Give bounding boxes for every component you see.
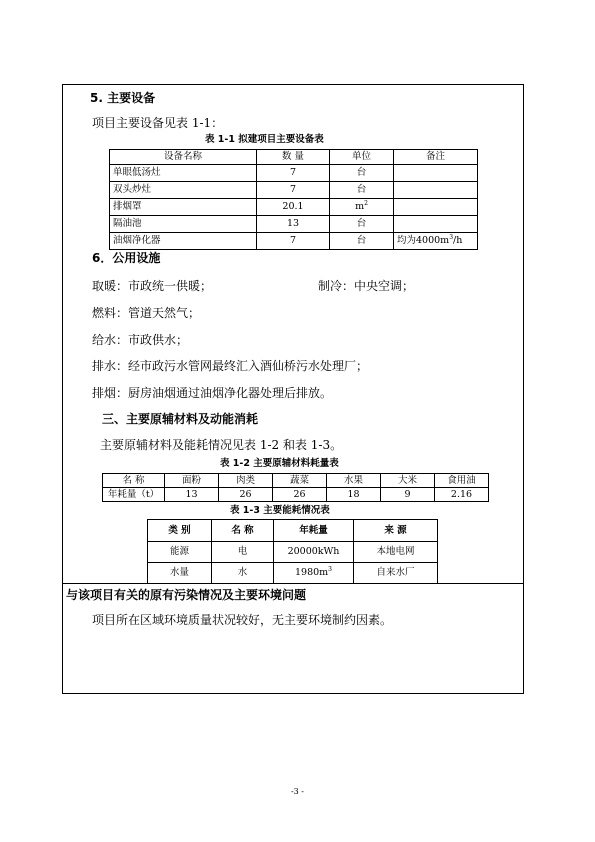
table-row: [110, 182, 478, 199]
water-amount-text: 1980m: [294, 567, 329, 579]
table-cell: 电: [212, 542, 274, 563]
pollution-section-title: 与该项目有关的原有污染情况及主要环境问题: [66, 588, 307, 602]
table-header-row: [148, 520, 438, 542]
table-cell: 7: [257, 233, 330, 250]
table-cell: 自来水厂: [354, 563, 438, 584]
note-text-after: /h: [453, 235, 463, 247]
table-row: [110, 233, 478, 250]
header-cell: 单位: [330, 150, 394, 165]
table-cell: 油烟净化器: [110, 233, 257, 250]
table-cell: 台: [330, 182, 394, 199]
table-row: [103, 488, 489, 502]
unit-superscript: 2: [364, 200, 368, 208]
table-cell: [394, 165, 478, 182]
table-cell: 本地电网: [354, 542, 438, 563]
header-cell: 数 量: [257, 150, 330, 165]
header-cell: 食用油: [435, 474, 489, 488]
section5-intro: 项目主要设备见表 1-1：: [92, 116, 224, 130]
heating-text: 取暖：市政统一供暖；: [92, 279, 213, 293]
header-cell: 名 称: [212, 520, 274, 542]
unit-text: m: [355, 201, 365, 213]
drainage-text: 排水：经市政污水管网最终汇入酒仙桥污水处理厂；: [92, 359, 369, 373]
section5-title: 5. 主要设备: [90, 91, 156, 105]
header-cell: 备注: [394, 150, 478, 165]
header-cell: 年耗量: [274, 520, 354, 542]
table-cell: [394, 233, 478, 250]
table-cell: 隔油池: [110, 216, 257, 233]
water-supply-text: 给水：市政供水；: [92, 333, 189, 347]
table-cell: 26: [219, 488, 273, 502]
table-cell: 台: [330, 216, 394, 233]
header-cell: 设备名称: [110, 150, 257, 165]
table-cell: 13: [257, 216, 330, 233]
table-cell: 台: [330, 233, 394, 250]
table-cell: 台: [330, 165, 394, 182]
table-header-row: [110, 150, 478, 165]
pollution-text: 项目所在区域环境质量状况较好，无主要环境制约因素。: [92, 613, 393, 627]
header-cell: 面粉: [165, 474, 219, 488]
table-cell: 18: [327, 488, 381, 502]
table-cell: 单眼低汤灶: [110, 165, 257, 182]
table-cell: [394, 182, 478, 199]
cooling-text: 制冷：中央空调；: [318, 279, 415, 293]
section6-title: 6．公用设施: [92, 251, 161, 265]
table-cell: 2.16: [435, 488, 489, 502]
header-cell: 大米: [381, 474, 435, 488]
table-row: [148, 563, 438, 584]
table-cell: 水量: [148, 563, 212, 584]
header-cell: 类 别: [148, 520, 212, 542]
equipment-table: [109, 149, 478, 250]
header-cell: 水果: [327, 474, 381, 488]
table-cell: 9: [381, 488, 435, 502]
table-header-row: [103, 474, 489, 488]
table3-caption: 表 1-3 主要能耗情况表: [230, 505, 330, 516]
table-cell: [394, 216, 478, 233]
fuel-text: 燃料：管道天然气；: [92, 306, 201, 320]
header-cell: 名 称: [103, 474, 165, 488]
table-row: [110, 216, 478, 233]
table-row: [110, 199, 478, 216]
materials-table: [102, 473, 489, 502]
table-cell: 7: [257, 182, 330, 199]
table-cell: 双头炒灶: [110, 182, 257, 199]
table-cell: 20000kWh: [274, 542, 354, 563]
note-superscript: 3: [449, 234, 454, 242]
table-cell: 年耗量（t）: [103, 488, 165, 502]
table-cell: 26: [273, 488, 327, 502]
energy-table: [147, 519, 438, 584]
table-cell: 水: [212, 563, 274, 584]
table-cell: [394, 199, 478, 216]
table-cell: [274, 563, 354, 584]
header-cell: 来 源: [354, 520, 438, 542]
materials-intro: 主要原辅材料及能耗情况见表 1-2 和表 1-3。: [100, 438, 343, 452]
table-cell: 排烟罩: [110, 199, 257, 216]
table-cell: [330, 199, 394, 216]
header-cell: 肉类: [219, 474, 273, 488]
table-cell: 7: [257, 165, 330, 182]
table-cell: 13: [165, 488, 219, 502]
materials-section-title: 三、主要原辅材料及动能消耗: [102, 412, 259, 426]
note-text-before: 均为4000m: [397, 235, 450, 247]
table-row: [148, 542, 438, 563]
water-unit-superscript: 3: [328, 566, 332, 574]
table-row: [110, 165, 478, 182]
note-text: [397, 235, 462, 246]
table-cell: 能源: [148, 542, 212, 563]
table-cell: 20.1: [257, 199, 330, 216]
table1-caption: 表 1-1 拟建项目主要设备表: [205, 134, 324, 145]
table2-caption: 表 1-2 主要原辅材料耗量表: [220, 458, 339, 469]
header-cell: 蔬菜: [273, 474, 327, 488]
exhaust-text: 排烟：厨房油烟通过油烟净化器处理后排放。: [92, 386, 333, 400]
page-number: -3 -: [290, 787, 305, 796]
